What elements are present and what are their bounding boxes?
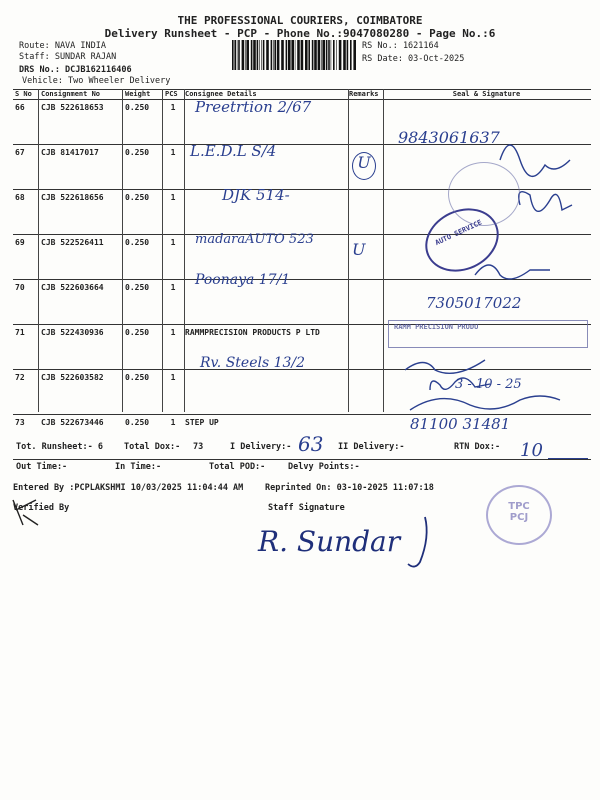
row-weight: 0.250: [123, 280, 163, 325]
company-title: THE PROFESSIONAL COURIERS, COIMBATORE: [177, 14, 423, 27]
tot-runsheet: Tot. Runsheet:- 6: [16, 442, 103, 452]
entered-by: Entered By :PCPLAKSHMI 10/03/2025 11:04:44 AM: [13, 483, 244, 493]
staff-label: Staff: SUNDAR RAJAN: [19, 52, 117, 62]
header-sno: S No: [13, 90, 39, 100]
tpc-seal-line2: PCJ: [509, 512, 529, 523]
tpc-seal-line1: TPC: [508, 501, 530, 512]
header-consignee: Consignee Details: [183, 90, 347, 100]
row-pcs: 1: [163, 145, 183, 190]
staff-signature-label: Staff Signature: [268, 503, 345, 513]
auto-service-stamp-text: AUTO SERVICE: [434, 218, 484, 248]
out-time-label: Out Time:-: [16, 462, 68, 472]
total-pod-label: Total POD:-: [209, 462, 266, 472]
rs-no-label: RS No.: 1621164: [362, 41, 439, 51]
vehicle-label: Vehicle: Two Wheeler Delivery: [22, 76, 171, 86]
row-sno: 70: [13, 280, 39, 325]
ii-delivery-label: II Delivery:-: [338, 442, 405, 452]
hw-phone-1: 9843061637: [398, 128, 500, 147]
hw-phone-2: 7305017022: [426, 294, 522, 312]
rs-date-label: RS Date: 03-Oct-2025: [362, 54, 465, 64]
row-weight: 0.250: [123, 145, 163, 190]
row-sno: 68: [13, 190, 39, 235]
row-pcs: 1: [163, 370, 183, 415]
hw-consignee-69: madaraAUTO 523: [195, 232, 314, 247]
staff-signature: R. Sundar: [258, 525, 401, 558]
row-pcs: 1: [163, 190, 183, 235]
rtn-underline: [548, 458, 588, 459]
row-pcs: 1: [163, 280, 183, 325]
header-seal: Seal & Signature: [382, 90, 591, 100]
row-consignment: CJB 522603582: [39, 370, 123, 415]
row-consignment: CJB 522673446: [39, 415, 123, 460]
hw-date: 3 - 10 - 25: [455, 377, 522, 392]
row-consignment: CJB 81417017: [39, 145, 123, 190]
hw-consignee-72: Rv. Steels 13/2: [200, 355, 306, 371]
row-sno: 71: [13, 325, 39, 370]
row-weight: 0.250: [123, 100, 163, 145]
total-dox-label: Total Dox:-: [124, 442, 181, 452]
row-remarks: [347, 100, 382, 145]
row-sno: 67: [13, 145, 39, 190]
reprinted-on: Reprinted On: 03-10-2025 11:07:18: [265, 483, 434, 493]
hw-consignee-70: Poonaya 17/1: [195, 272, 291, 288]
drs-label: DRS No.: DCJB162116406: [19, 65, 132, 75]
row-remarks: [347, 325, 382, 370]
signature-flourish: [405, 512, 435, 572]
hw-consignee-66: Preetrtion 2/67: [195, 98, 312, 116]
faint-stamp: [448, 162, 520, 226]
delvy-points-label: Delvy Points:-: [288, 462, 360, 472]
row-sno: 66: [13, 100, 39, 145]
hw-consignee-67: L.E.D.L S/4: [190, 142, 277, 160]
row-weight: 0.250: [123, 415, 163, 460]
ramm-stamp: [388, 320, 588, 348]
route-label: Route: NAVA INDIA: [19, 41, 106, 51]
row-consignment: CJB 522430936: [39, 325, 123, 370]
barcode-image: [232, 40, 357, 70]
header-remarks: Remarks: [347, 90, 382, 100]
tpc-seal: [486, 485, 552, 545]
ramm-stamp-text: RAMM PRECISION PRODU: [394, 323, 479, 331]
hw-delivered-count: 63: [298, 432, 324, 456]
row-consignee: [183, 370, 347, 415]
total-dox-value: 73: [193, 442, 204, 452]
row-pcs: 1: [163, 325, 183, 370]
hw-consignee-68: DJK 514-: [222, 186, 290, 204]
row-remarks: [347, 370, 382, 415]
row-pcs: 1: [163, 100, 183, 145]
row-consignee: RAMMPRECISION PRODUCTS P LTD: [183, 325, 347, 370]
row-weight: 0.250: [123, 190, 163, 235]
row-weight: 0.250: [123, 325, 163, 370]
row-consignment: CJB 522526411: [39, 235, 123, 280]
remark-mark-67: U: [352, 152, 376, 180]
row-sno: 69: [13, 235, 39, 280]
row-weight: 0.250: [123, 370, 163, 415]
row-remarks: [347, 280, 382, 325]
rtn-dox-label: RTN Dox:-: [454, 442, 501, 452]
row-remarks: [347, 190, 382, 235]
header-pcs: PCS: [163, 90, 183, 100]
i-delivery-label: I Delivery:-: [230, 442, 292, 452]
runsheet-title: Delivery Runsheet - PCP - Phone No.:9047080280 - Page No.:6: [104, 27, 496, 40]
row-pcs: 1: [163, 235, 183, 280]
row-consignment: CJB 522618653: [39, 100, 123, 145]
in-time-label: In Time:-: [115, 462, 162, 472]
row-consignment: CJB 522603664: [39, 280, 123, 325]
verified-signature: [8, 495, 48, 530]
header-consignment: Consignment No: [39, 90, 123, 100]
row-sno: 72: [13, 370, 39, 415]
row-consignment: CJB 522618656: [39, 190, 123, 235]
row-pcs: 1: [163, 415, 183, 460]
row-weight: 0.250: [123, 235, 163, 280]
remark-mark-69: U: [352, 240, 366, 259]
row-remarks: [347, 415, 382, 460]
hw-phone-3: 81100 31481: [410, 415, 511, 433]
row-sno: 73: [13, 415, 39, 460]
verified-by-label: Verified By: [13, 503, 70, 513]
row-consignee: STEP UP: [183, 415, 347, 460]
header-weight: Weight: [123, 90, 163, 100]
hw-rtn-count: 10: [520, 440, 543, 461]
